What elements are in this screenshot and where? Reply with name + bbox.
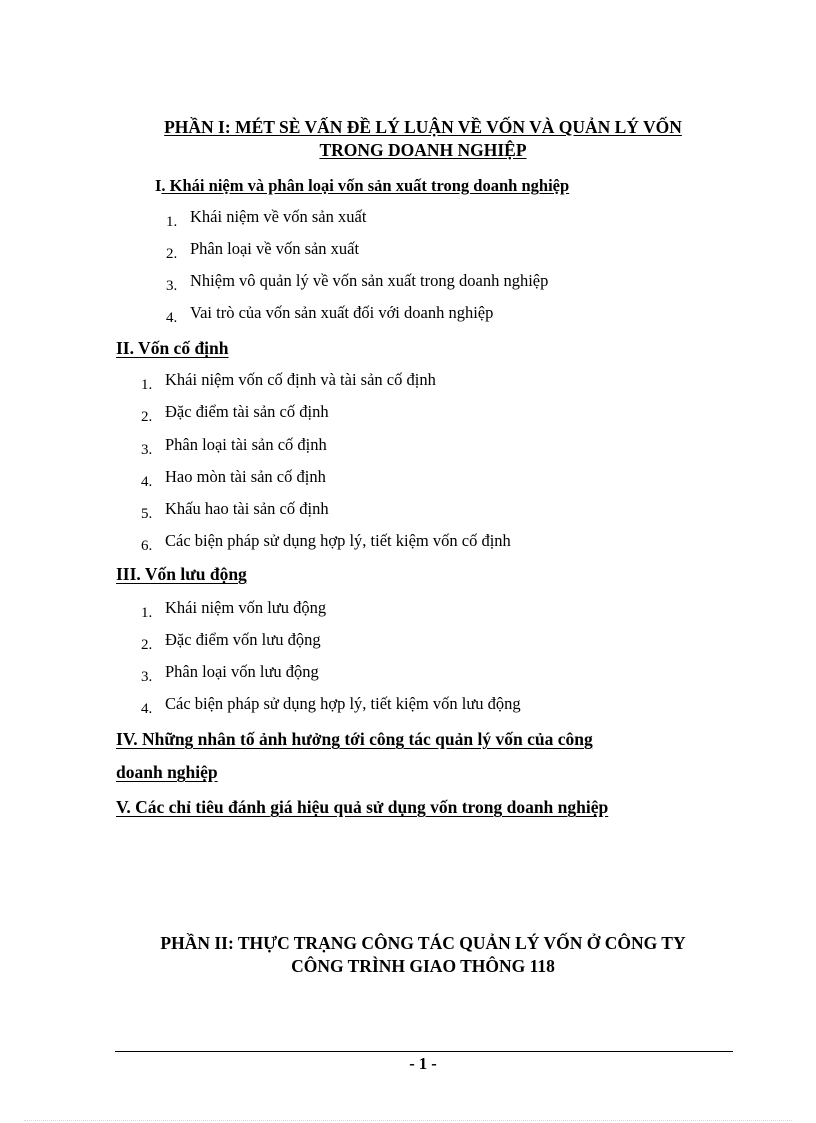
item-number: 3. [141,442,153,458]
item-text: Hao mòn tài sản cố định [165,467,326,486]
item-text: Khái niệm vốn cố định và tài sản cố định [165,370,436,389]
item-number: 3. [166,278,178,294]
item-number: 2. [141,409,153,425]
part2-title-line2: CÔNG TRÌNH GIAO THÔNG 118 [291,956,555,976]
list-item [166,207,366,228]
list-item [141,531,511,552]
list-item [141,467,326,488]
list-item [166,239,359,260]
section1-prefix: I [155,176,162,195]
list-item [166,271,548,292]
list-item [141,630,321,651]
item-text: Vai trò của vốn sản xuất đối với doanh nghiệp [190,303,494,322]
item-number: 1. [141,605,153,621]
item-number: 2. [166,246,178,262]
item-number: 4. [141,701,153,717]
item-text: Phân loại vốn lưu động [165,662,319,681]
item-number: 1. [166,214,178,230]
list-item [141,435,327,456]
page-edge-divider [24,1120,792,1121]
part2-title-line1: PHẦN II: THỰC TRẠNG CÔNG TÁC QUẢN LÝ VỐN Ở CÔNG TY [160,933,686,953]
section4-heading-line1: IV. Những nhân tố ảnh hưởng tới công tác quản lý vốn của công [116,729,593,749]
list-item [166,303,493,324]
footer-divider [115,1051,733,1052]
item-number: 4. [166,310,178,326]
item-text: Đặc điểm tài sản cố định [165,402,329,421]
item-text: Khái niệm về vốn sản xuất [190,207,367,226]
item-number: 5. [141,506,153,522]
section3-heading: III. Vốn lưu động [116,564,247,584]
list-item [141,662,319,683]
page-number: - 1 - [409,1054,437,1073]
section1-heading [155,176,569,196]
section1-heading-text: . Khái niệm và phân loại vốn sản xuất trong doanh nghiệp [161,176,570,195]
item-text: Khấu hao tài sản cố định [165,499,329,518]
item-text: Phân loại tài sản cố định [165,435,327,454]
section5-heading: V. Các chỉ tiêu đánh giá hiệu quả sử dụng vốn trong doanh nghiệp [116,797,609,817]
part1-title-line1: PHẦN I: MÉT SÈ VẤN ĐỀ LÝ LUẬN VỀ VỐN VÀ QUẢN LÝ VỐN [164,117,682,137]
item-text: Đặc điểm vốn lưu động [165,630,321,649]
list-item [141,370,436,391]
list-item [141,402,329,423]
list-item [141,499,329,520]
list-item [141,598,326,619]
item-number: 1. [141,377,153,393]
part1-title [0,116,816,162]
part1-title-line2: TRONG DOANH NGHIỆP [319,140,527,160]
item-text: Các biện pháp sử dụng hợp lý, tiết kiệm vốn lưu động [165,694,521,713]
section2-heading: II. Vốn cố định [116,338,229,358]
list-item [141,694,521,715]
item-number: 2. [141,637,153,653]
item-text: Khái niệm vốn lưu động [165,598,327,617]
item-text: Nhiệm vô quản lý về vốn sản xuất trong doanh nghiệp [190,271,549,290]
section4-heading-line2: doanh nghiệp [116,762,218,782]
part2-title [0,932,816,978]
item-text: Các biện pháp sử dụng hợp lý, tiết kiệm vốn cố định [165,531,511,550]
item-text: Phân loại về vốn sản xuất [190,239,360,258]
item-number: 3. [141,669,153,685]
item-number: 6. [141,538,153,554]
item-number: 4. [141,474,153,490]
